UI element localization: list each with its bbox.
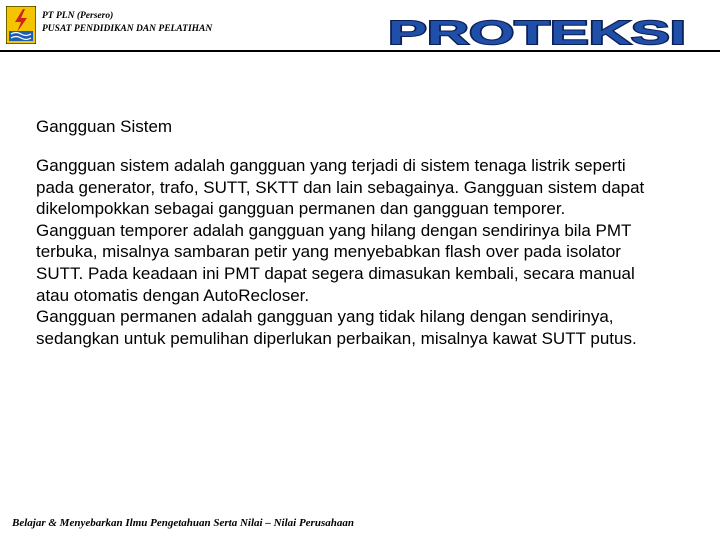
org-line-1: PT PLN (Persero): [42, 11, 114, 21]
body-line: Gangguan temporer adalah gangguan yang hilang dengan sendirinya bila PMT: [36, 220, 632, 240]
title-text: PROTEKSI: [388, 14, 686, 50]
body-line: Gangguan sistem adalah gangguan yang terjadi di sistem tenaga listrik seperti: [36, 156, 626, 175]
organization-name: [42, 10, 212, 36]
body-line: sedangkan untuk pemulihan diperlukan perbaikan, misalnya kawat SUTT putus.: [36, 328, 637, 348]
body-line: atau otomatis dengan AutoRecloser.: [36, 285, 310, 305]
body-text: [36, 155, 708, 349]
body-line: SUTT. Pada keadaan ini PMT dapat segera dimasukan kembali, secara manual: [36, 263, 635, 283]
section-heading: Gangguan Sistem: [36, 117, 173, 136]
footer-tagline: Belajar & Menyebarkan Ilmu Pengetahuan Serta Nilai – Nilai Perusahaan: [12, 517, 354, 529]
body-line: pada generator, trafo, SUTT, SKTT dan lain sebagainya. Gangguan sistem dapat: [36, 177, 645, 197]
body-line: dikelompokkan sebagai gangguan permanen dan gangguan temporer.: [36, 199, 566, 219]
title-banner: [385, 14, 690, 50]
org-line-2: PUSAT PENDIDIKAN DAN PELATIHAN: [42, 24, 213, 34]
header-divider: [0, 50, 720, 52]
body-line: terbuka, misalnya sambaran petir yang menyebabkan flash over pada isolator: [36, 242, 621, 262]
body-line: Gangguan permanen adalah gangguan yang tidak hilang dengan sendirinya,: [36, 307, 614, 327]
pln-logo-icon: [6, 6, 36, 44]
